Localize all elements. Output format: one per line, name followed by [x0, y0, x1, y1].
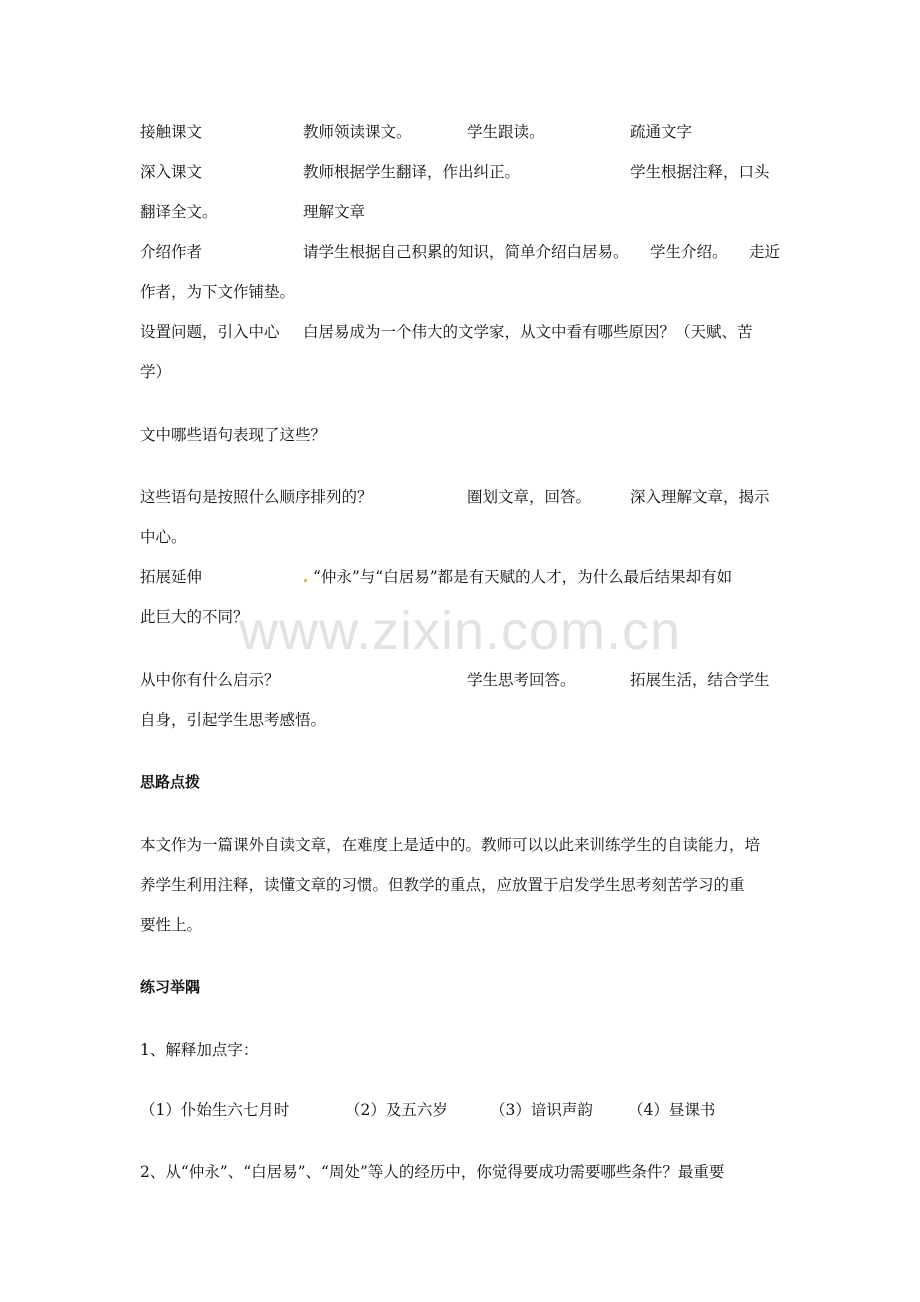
- text-continuation: 学）: [140, 363, 172, 381]
- silu-paragraph-line: 要性上。: [140, 916, 203, 934]
- design-intent: 拓展生活，结合学生: [630, 671, 770, 689]
- silu-paragraph-line: 本文作为一篇课外自读文章，在难度上是适中的。教师可以以此来训练学生的自读能力，培: [140, 836, 761, 854]
- question-text: 这些语句是按照什么顺序排列的？: [140, 488, 373, 506]
- teacher-activity: 白居易成为一个伟大的文学家，从文中看有哪些原因？（天赋、苦: [303, 323, 753, 341]
- teacher-activity: 请学生根据自己积累的知识，简单介绍白居易。: [303, 243, 629, 261]
- design-intent: 疏通文字: [630, 123, 693, 141]
- design-intent: 走近: [749, 243, 781, 261]
- section-title-silu: 思路点拨: [140, 773, 201, 791]
- teacher-activity: 教师领读课文。: [303, 123, 412, 141]
- teacher-activity: 教师根据学生翻译，作出纠正。: [303, 163, 521, 181]
- exercise-item: （4）昼课书: [628, 1101, 716, 1119]
- question-text: 从中你有什么启示？: [140, 671, 280, 689]
- text-continuation: 翻译全文。: [140, 203, 218, 221]
- exercise-item: （2）及五六岁: [345, 1101, 448, 1119]
- exercise-item: （3）谙识声韵: [490, 1101, 593, 1119]
- emphasis-dot: [304, 579, 307, 582]
- text-continuation: 中心。: [140, 528, 187, 546]
- exercise-question-2: 2、从“仲永”、“白居易”、“周处”等人的经历中，你觉得要成功需要哪些条件？最重要: [140, 1163, 725, 1181]
- step-label: 设置问题，引入中心: [140, 323, 280, 341]
- step-label: 拓展延伸: [140, 568, 203, 586]
- student-activity: 圈划文章，回答。: [467, 488, 592, 506]
- text-continuation: 此巨大的不同？: [140, 608, 249, 626]
- extension-question: “仲永”与“白居易”都是有天赋的人才，为什么最后结果却有如: [312, 568, 733, 586]
- silu-paragraph-line: 养学生利用注释，读懂文章的习惯。但教学的重点，应放置于启发学生思考刻苦学习的重: [140, 876, 745, 894]
- text-continuation: 作者，为下文作铺垫。: [140, 283, 296, 301]
- step-label: 接触课文: [140, 123, 203, 141]
- student-activity: 学生介绍。: [650, 243, 728, 261]
- step-label: 介绍作者: [140, 243, 203, 261]
- design-intent: 深入理解文章，揭示: [630, 488, 770, 506]
- student-activity: 学生跟读。: [467, 123, 545, 141]
- student-activity: 学生根据注释，口头: [630, 163, 770, 181]
- text-continuation: 自身，引起学生思考感悟。: [140, 711, 327, 729]
- question-text: 文中哪些语句表现了这些？: [140, 426, 327, 444]
- design-intent: 理解文章: [303, 203, 366, 221]
- teacher-activity: [303, 567, 732, 587]
- section-title-lianxi: 练习举隅: [140, 978, 201, 996]
- exercise-item: （1）仆始生六七月时: [140, 1101, 290, 1119]
- step-label: 深入课文: [140, 163, 203, 181]
- student-activity: 学生思考回答。: [467, 671, 576, 689]
- watermark: www.zixin.com.cn: [238, 601, 682, 661]
- exercise-question-1: 1、解释加点字：: [140, 1041, 259, 1059]
